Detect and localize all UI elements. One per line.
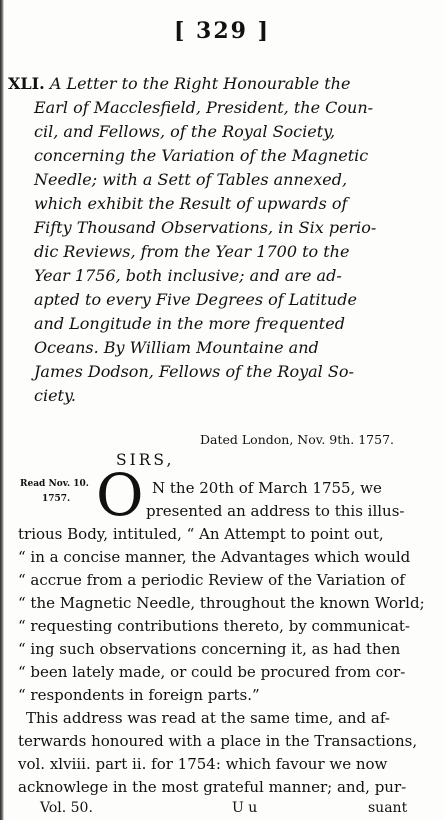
volume-number: Vol. 50. xyxy=(40,800,93,816)
margin-note-read-date: Read Nov. 10. xyxy=(20,479,89,489)
body-line: “ ing such observations concerning it, as had then xyxy=(18,640,401,658)
title-line: ciety. xyxy=(34,386,76,405)
body-line: presented an address to this illus- xyxy=(146,502,405,520)
page-number: [ 329 ] xyxy=(173,18,271,44)
body-line: “ in a concise manner, the Advantages which would xyxy=(18,548,411,566)
article-number: XLI. xyxy=(8,74,45,93)
body-line: vol. xlviii. part ii. for 1754: which favour we now xyxy=(18,755,388,773)
body-line: “ requesting contributions thereto, by communicat- xyxy=(18,617,410,635)
title-line: Earl of Macclesfield, President, the Coun- xyxy=(34,98,374,117)
title-line: dic Reviews, from the Year 1700 to the xyxy=(34,242,350,261)
title-line: and Longitude in the more frequented xyxy=(34,314,345,333)
body-line: terwards honoured with a place in the Transactions, xyxy=(18,732,418,750)
body-line: This address was read at the same time, and af- xyxy=(26,709,390,727)
body-line: trious Body, intituled, “ An Attempt to point out, xyxy=(18,525,384,543)
body-line: “ been lately made, or could be procured from cor- xyxy=(18,663,406,681)
title-line: which exhibit the Result of upwards of xyxy=(34,194,348,213)
body-line: “ accrue from a periodic Review of the Variation of xyxy=(18,571,405,589)
body-line: “ the Magnetic Needle, throughout the known World; xyxy=(18,594,425,612)
body-line: acknowlege in the most grateful manner; and, pur- xyxy=(18,778,407,796)
body-line: N the 20th of March 1755, we xyxy=(152,479,382,497)
page-binding-shadow xyxy=(0,0,4,820)
drop-cap: O xyxy=(96,461,144,529)
title-line: Oceans. By William Mountaine and xyxy=(34,338,319,357)
title-line: James Dodson, Fellows of the Royal So- xyxy=(34,362,354,381)
date-line: Dated London, Nov. 9th. 1757. xyxy=(200,432,395,447)
salutation: SIRS, xyxy=(116,451,175,469)
body-line: “ respondents in foreign parts.” xyxy=(18,686,260,704)
margin-note-year: 1757. xyxy=(42,494,71,504)
title-line: apted to every Five Degrees of Latitude xyxy=(34,290,357,309)
title-line xyxy=(8,76,350,92)
title-text: A Letter to the Right Honourable the xyxy=(49,74,351,93)
title-line: Needle; with a Sett of Tables annexed, xyxy=(34,170,348,189)
title-line: Fifty Thousand Observations, in Six perio- xyxy=(34,218,377,237)
catchword: suant xyxy=(368,800,408,816)
title-line: cil, and Fellows, of the Royal Society, xyxy=(34,122,336,141)
title-line: Year 1756, both inclusive; and are ad- xyxy=(34,266,342,285)
signature-mark: U u xyxy=(232,800,258,816)
title-line: concerning the Variation of the Magnetic xyxy=(34,146,369,165)
